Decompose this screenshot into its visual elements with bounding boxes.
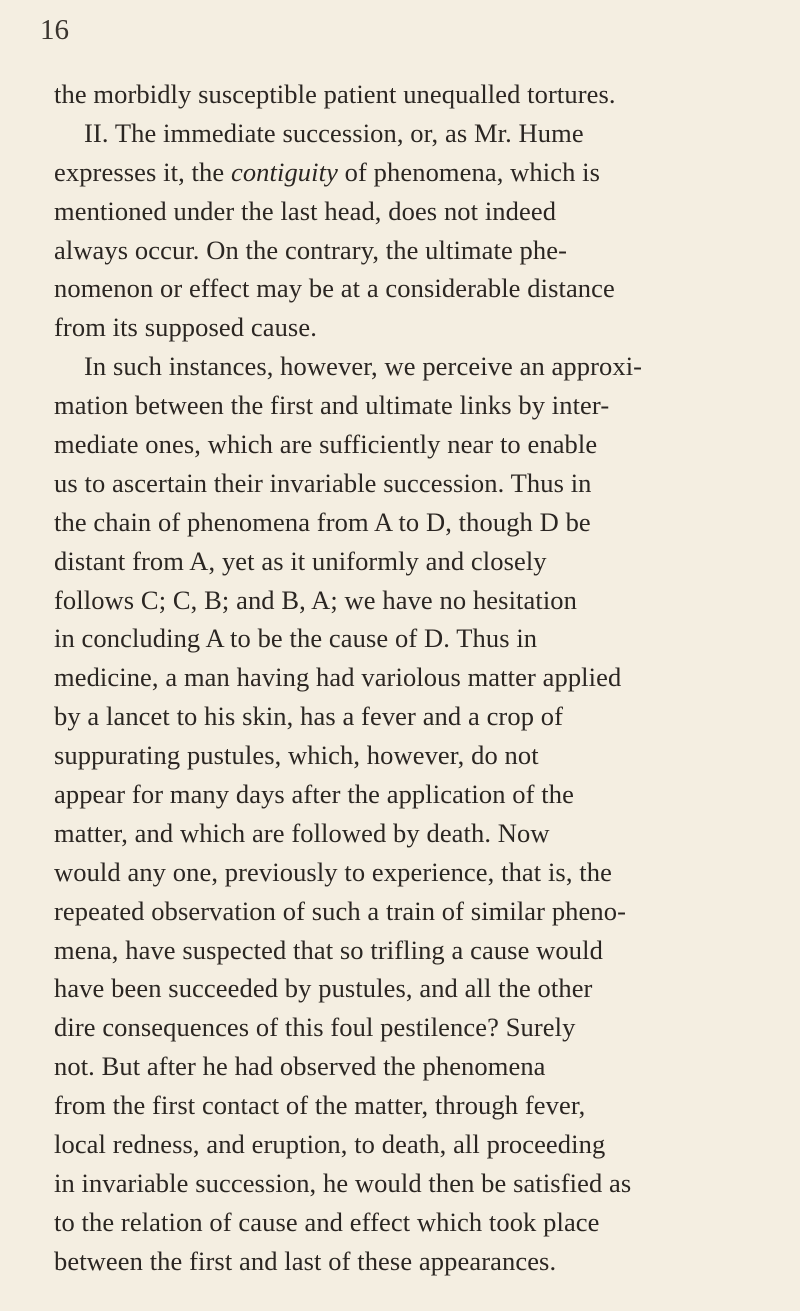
text-line: the chain of phenomena from A to D, though D be: [54, 506, 591, 537]
text-span: of phenomena, which is: [337, 156, 601, 187]
paragraph-start-line: II. The immediate succession, or, as Mr. Hume: [84, 117, 584, 148]
text-line: medicine, a man having had variolous matter applied: [54, 662, 622, 693]
italic-term: contiguity: [230, 156, 338, 187]
body-text: [54, 75, 774, 1281]
text-line: from the first contact of the matter, through fever,: [54, 1090, 586, 1121]
text-line: nomenon or effect may be at a considerable distance: [54, 273, 615, 304]
text-line: appear for many days after the application of the: [54, 779, 574, 810]
paragraph-start-line: In such instances, however, we perceive an approxi-: [84, 351, 643, 382]
text-line: not. But after he had observed the phenomena: [54, 1051, 546, 1082]
text-span: expresses it, the: [54, 156, 231, 187]
text-line: to the relation of cause and effect which took place: [54, 1206, 600, 1237]
text-line: local redness, and eruption, to death, all proceeding: [54, 1129, 606, 1160]
text-line: distant from A, yet as it uniformly and closely: [54, 545, 547, 576]
text-line: would any one, previously to experience, that is, the: [54, 856, 612, 887]
text-line: in invariable succession, he would then be satisfied as: [54, 1167, 632, 1198]
text-line: have been succeeded by pustules, and all the other: [54, 973, 593, 1004]
text-line: matter, and which are followed by death. Now: [54, 817, 550, 848]
text-line: the morbidly susceptible patient unequalled tortures.: [54, 79, 616, 109]
text-line: mation between the first and ultimate links by inter-: [54, 390, 610, 421]
text-line: always occur. On the contrary, the ultimate phe-: [54, 234, 568, 265]
text-line: in concluding A to be the cause of D. Thus in: [54, 623, 538, 654]
text-line: suppurating pustules, which, however, do not: [54, 740, 539, 771]
text-line: mentioned under the last head, does not indeed: [54, 195, 557, 226]
text-line: us to ascertain their invariable succession. Thus in: [54, 467, 592, 498]
text-line: between the first and last of these appearances.: [54, 1245, 557, 1276]
text-line: [54, 153, 774, 192]
text-line: mena, have suspected that so trifling a cause would: [54, 934, 603, 965]
text-line: follows C; C, B; and B, A; we have no hesitation: [54, 584, 577, 615]
text-line: by a lancet to his skin, has a fever and a crop of: [54, 701, 564, 732]
text-line: from its supposed cause.: [54, 312, 317, 343]
page-number: 16: [40, 14, 69, 46]
text-line: mediate ones, which are sufficiently near to enable: [54, 429, 598, 460]
text-line: dire consequences of this foul pestilence? Surely: [54, 1012, 576, 1043]
text-line: repeated observation of such a train of similar pheno-: [54, 895, 627, 926]
